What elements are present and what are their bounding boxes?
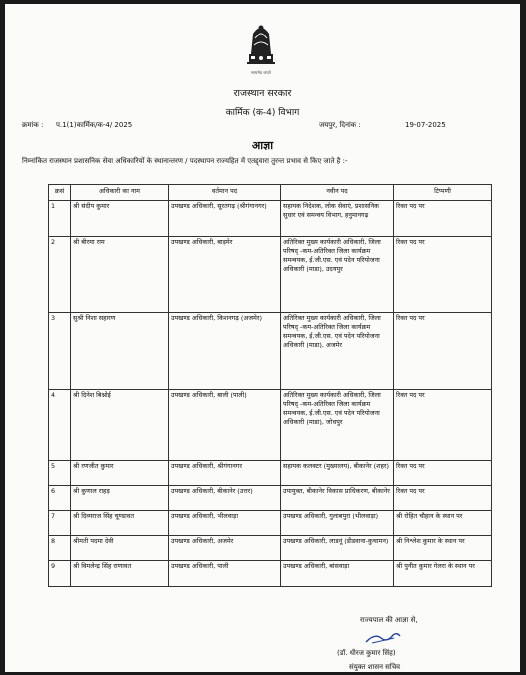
table-header-row — [49, 185, 492, 201]
department-name: कार्मिक (क-4) विभाग — [225, 108, 300, 118]
cell-remark: श्री पुनीत कुमार गेलरा के स्थान पर — [394, 561, 492, 587]
page-title: आज्ञा — [251, 139, 274, 152]
cell-officer: श्री दिनेश बिश्नोई — [71, 390, 169, 461]
handwritten-signature-icon — [363, 630, 403, 646]
cell-remark: श्री निश्लेश कुमार के स्थान पर — [394, 536, 492, 561]
cell-remark: रिक्त पद पर — [394, 313, 492, 390]
cell-current-post: उपखण्ड अधिकारी, बाली (पाली) — [169, 390, 281, 461]
cell-new-post: उपखण्ड अधिकारी, लाडनूं (डीडवाना-कुचामन) — [281, 536, 394, 561]
cell-serial: 7 — [49, 511, 71, 536]
cell-officer: श्री दिव्यराज सिंह चूण्डावत — [71, 511, 169, 536]
cell-serial: 8 — [49, 536, 71, 561]
cell-current-post: उपखण्ड अधिकारी, श्रीगंगानगर — [169, 461, 281, 486]
cell-current-post: उपखण्ड अधिकारी, भीलवाड़ा — [169, 511, 281, 536]
col-header-officer: अधिकारी का नाम — [71, 185, 169, 201]
cell-remark: रिक्त पद पर — [394, 201, 492, 237]
cell-current-post: उपखण्ड अधिकारी, पाली — [169, 561, 281, 587]
cell-remark: श्री रोहित चौहान के स्थान पर — [394, 511, 492, 536]
place-date-label: जयपुर, दिनांक : — [319, 121, 361, 129]
cell-officer: श्री बीरमा राम — [71, 237, 169, 313]
cell-serial: 5 — [49, 461, 71, 486]
signatory-designation: संयुक्त शासन सचिव — [349, 663, 401, 671]
table-row — [49, 201, 492, 237]
cell-officer: श्री कुणाल राहड़ — [71, 486, 169, 511]
cell-serial: 9 — [49, 561, 71, 587]
by-order-line: राज्यपाल की आज्ञा से, — [360, 616, 418, 624]
table-row — [49, 561, 492, 587]
cell-new-post: अतिरिक्त मुख्य कार्यकारी अधिकारी, जिला परिषद् -कम-अतिरिक्त जिला कार्यक्रम समन्वयक, ई.जी.एस. एवं पदेन परियोजना अधिकारी (माडा), अजमेर — [281, 313, 394, 390]
table-row — [49, 536, 492, 561]
cell-officer: सुश्री निशा सहारण — [71, 313, 169, 390]
table-row — [49, 313, 492, 390]
cell-officer: श्री विमलेन्द्र सिंह राणावत — [71, 561, 169, 587]
cell-new-post: सहायक निदेशक, लोक सेवाएं, प्रशासनिक सुधार एवं समन्वय विभाग, हनुमानगढ़ — [281, 201, 394, 237]
order-document — [5, 4, 520, 672]
order-number-label: क्रमांक : — [22, 121, 44, 129]
col-header-remark: टिप्पणी — [394, 185, 492, 201]
cell-new-post: सहायक कलक्टर (मुख्यालय), बीकानेर (शहर) — [281, 461, 394, 486]
col-header-new-post: नवीन पद — [281, 185, 394, 201]
order-intro: निम्नांकित राजस्थान प्रशासनिक सेवा अधिकारियों के स्थानान्तरण / पदस्थापन राज्यहित में एतद्द्वारा तुरन्त प्रभाव से किए जाते है :- — [22, 157, 348, 165]
cell-remark: रिक्त पद पर — [394, 390, 492, 461]
cell-current-post: उपखण्ड अधिकारी, बाड़मेर — [169, 237, 281, 313]
cell-remark: रिक्त पद पर — [394, 461, 492, 486]
cell-new-post: उपायुक्त, बीकानेर विकास प्राधिकरण, बीकानेर — [281, 486, 394, 511]
col-header-current-post: वर्तमान पद — [169, 185, 281, 201]
cell-serial: 3 — [49, 313, 71, 390]
cell-officer: श्री रणजीत कुमार — [71, 461, 169, 486]
cell-serial: 4 — [49, 390, 71, 461]
cell-current-post: उपखण्ड अधिकारी, किशनगढ़ (अजमेर) — [169, 313, 281, 390]
cell-new-post: उपखण्ड अधिकारी, गुलाबपुरा (भीलवाड़ा) — [281, 511, 394, 536]
cell-current-post: उपखण्ड अधिकारी, बीकानेर (उत्तर) — [169, 486, 281, 511]
state-emblem-icon — [243, 20, 279, 68]
signatory-name: (डॉ. धीरज कुमार सिंह) — [337, 649, 396, 657]
table-row — [49, 461, 492, 486]
cell-serial: 6 — [49, 486, 71, 511]
government-name: राजस्थान सरकार — [233, 88, 292, 99]
cell-officer: श्री संदीप कुमार — [71, 201, 169, 237]
cell-new-post: उपखण्ड अधिकारी, बांसवाड़ा — [281, 561, 394, 587]
table-row — [49, 237, 492, 313]
table-row — [49, 511, 492, 536]
col-header-serial: क्रसं — [49, 185, 71, 201]
cell-remark: रिक्त पद पर — [394, 486, 492, 511]
emblem-motto: सत्यमेव जयते — [251, 70, 271, 75]
cell-remark: रिक्त पद पर — [394, 237, 492, 313]
table-row — [49, 390, 492, 461]
cell-current-post: उपखण्ड अधिकारी, सूरतगढ़ (श्रीगंगानगर) — [169, 201, 281, 237]
order-number: प.1(1)कार्मिक/क-4/ 2025 — [56, 121, 133, 129]
transfer-table — [48, 184, 492, 587]
cell-officer: श्रीमती पदमा देवी — [71, 536, 169, 561]
cell-serial: 2 — [49, 237, 71, 313]
cell-new-post: अतिरिक्त मुख्य कार्यकारी अधिकारी, जिला परिषद् -कम-अतिरिक्त जिला कार्यक्रम समन्वयक, ई.जी.एस. एवं पदेन परियोजना अधिकारी (माडा), जोधपुर — [281, 390, 394, 461]
cell-current-post: उपखण्ड अधिकारी, अजमेर — [169, 536, 281, 561]
cell-serial: 1 — [49, 201, 71, 237]
order-date: 19-07-2025 — [405, 121, 446, 129]
cell-new-post: अतिरिक्त मुख्य कार्यकारी अधिकारी, जिला परिषद् -कम-अतिरिक्त जिला कार्यक्रम समन्वयक, ई.जी.एस. एवं पदेन परियोजना अधिकारी (माडा), उदयपुर — [281, 237, 394, 313]
table-row — [49, 486, 492, 511]
